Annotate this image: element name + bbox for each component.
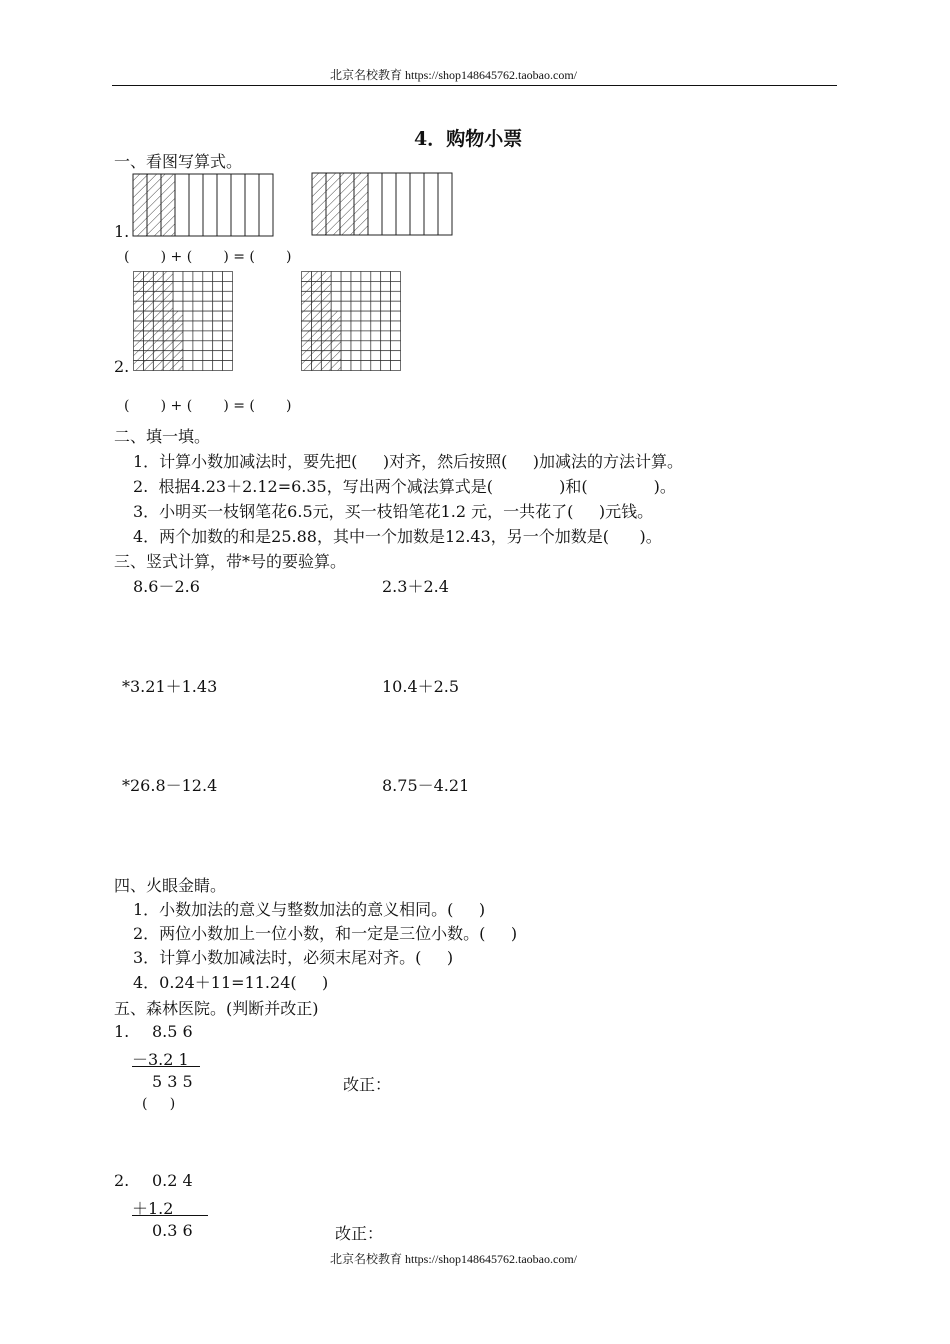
grid-cell [163, 281, 173, 291]
grid-cell [331, 351, 341, 361]
grid-cell [163, 351, 173, 361]
grid-cell [163, 301, 173, 311]
grid-cell [183, 351, 193, 361]
grid-cell [143, 361, 153, 371]
grid-cell [351, 341, 361, 351]
grid-cell [302, 331, 312, 341]
grid-cell [143, 301, 153, 311]
grid-cell [143, 341, 153, 351]
grid-cell [134, 311, 144, 321]
grid-cell [311, 301, 321, 311]
grid-cell [331, 341, 341, 351]
grid-cell [361, 331, 371, 341]
grid-cell [163, 272, 173, 282]
grid-cell [321, 321, 331, 331]
grid-cell [173, 331, 183, 341]
grid-cell [341, 321, 351, 331]
grid-cell [311, 281, 321, 291]
grid-cell [302, 291, 312, 301]
grid-cell [153, 291, 163, 301]
grid-cell [134, 272, 144, 282]
fill-item-1: 1．计算小数加减法时，要先把( )对齐，然后按照( )加减法的方法计算。 [133, 452, 684, 471]
strip-cell [438, 173, 452, 235]
fill-item-3: 3．小明买一枝钢笔花6.5元，买一枝铅笔花1.2 元，一共花了( )元钱。 [133, 502, 654, 521]
grid-cell [163, 331, 173, 341]
grid-cell [203, 291, 213, 301]
grid-cell [361, 311, 371, 321]
grid-cell [163, 361, 173, 371]
grid-cell [173, 321, 183, 331]
grid-cell [361, 272, 371, 282]
grid-cell [311, 272, 321, 282]
grid-cell [361, 321, 371, 331]
grid-cell [203, 272, 213, 282]
grid-cell [213, 291, 223, 301]
grid-cell [341, 331, 351, 341]
fix-2-number: 2. [114, 1171, 130, 1190]
grid-cell [302, 311, 312, 321]
grid-cell [143, 351, 153, 361]
grid-cell [183, 281, 193, 291]
grid-cell [321, 311, 331, 321]
grid-cell [331, 311, 341, 321]
grid-cell [223, 291, 233, 301]
grid-cell [311, 361, 321, 371]
grid-cell [183, 321, 193, 331]
section-2-heading: 二、填一填。 [114, 427, 211, 446]
grid-cell [361, 281, 371, 291]
strip-cell [217, 174, 231, 236]
grid-cell [302, 361, 312, 371]
calc-problem-1: 8.6－2.6 [133, 577, 200, 596]
grid-cell [321, 361, 331, 371]
grid-cell [163, 291, 173, 301]
grid-cell [173, 311, 183, 321]
grid-cell [371, 361, 381, 371]
grid-cell [213, 301, 223, 311]
grid-diagram-2 [301, 271, 402, 372]
grid-cell [223, 331, 233, 341]
grid-cell [213, 331, 223, 341]
fix-2-sum-line [132, 1215, 208, 1216]
strip-cell [259, 174, 273, 236]
grid-cell [134, 331, 144, 341]
grid-cell [381, 291, 391, 301]
fix-2-result: 0.3 6 [152, 1221, 193, 1240]
grid-cell [371, 341, 381, 351]
grid-cell [153, 361, 163, 371]
grid-cell [153, 301, 163, 311]
fix-1-second-operand: －3.2 1 [132, 1050, 189, 1069]
strip-cell [354, 173, 368, 235]
grid-cell [213, 321, 223, 331]
grid-cell [381, 311, 391, 321]
grid-cell [203, 321, 213, 331]
grid-cell [213, 351, 223, 361]
grid-cell [203, 311, 213, 321]
grid-cell [193, 351, 203, 361]
grid-cell [381, 361, 391, 371]
grid-cell [193, 331, 203, 341]
grid-cell [361, 361, 371, 371]
q1-equation-blank: ( ) + ( ) = ( ) [124, 249, 292, 265]
calc-problem-6: 8.75－4.21 [382, 776, 470, 795]
grid-cell [321, 281, 331, 291]
grid-cell [183, 331, 193, 341]
grid-cell [321, 341, 331, 351]
grid-cell [391, 361, 401, 371]
grid-cell [213, 361, 223, 371]
strip-cell [231, 174, 245, 236]
grid-cell [193, 341, 203, 351]
grid-cell [143, 321, 153, 331]
grid-cell [331, 272, 341, 282]
grid-cell [341, 301, 351, 311]
fix-2-correction-label: 改正： [335, 1224, 384, 1243]
strip-cell [410, 173, 424, 235]
grid-cell [371, 291, 381, 301]
grid-diagram-1 [133, 271, 234, 372]
grid-cell [163, 311, 173, 321]
grid-cell [153, 281, 163, 291]
grid-cell [203, 281, 213, 291]
grid-cell [183, 291, 193, 301]
strip-cell [424, 173, 438, 235]
grid-cell [223, 321, 233, 331]
grid-cell [331, 301, 341, 311]
grid-cell [223, 311, 233, 321]
grid-cell [183, 311, 193, 321]
grid-cell [302, 301, 312, 311]
grid-cell [153, 341, 163, 351]
grid-cell [351, 301, 361, 311]
grid-cell [203, 361, 213, 371]
grid-cell [302, 281, 312, 291]
calc-problem-4: 10.4＋2.5 [382, 677, 460, 696]
grid-cell [311, 291, 321, 301]
grid-cell [351, 291, 361, 301]
grid-cell [302, 272, 312, 282]
grid-cell [193, 281, 203, 291]
grid-cell [203, 301, 213, 311]
grid-cell [311, 331, 321, 341]
grid-cell [223, 301, 233, 311]
grid-cell [341, 351, 351, 361]
grid-cell [183, 341, 193, 351]
calc-problem-5: *26.8－12.4 [122, 776, 218, 795]
strip-cell [147, 174, 161, 236]
grid-cell [341, 341, 351, 351]
strip-cell [382, 173, 396, 235]
q2-number: 2. [114, 357, 130, 376]
grid-cell [311, 321, 321, 331]
grid-cell [311, 341, 321, 351]
grid-cell [153, 351, 163, 361]
grid-cell [173, 341, 183, 351]
grid-cell [134, 351, 144, 361]
grid-cell [173, 351, 183, 361]
grid-cell [173, 281, 183, 291]
fill-item-2: 2. 根据4.23＋2.12=6.35，写出两个减法算式是( )和( )。 [133, 477, 676, 496]
grid-cell [183, 361, 193, 371]
grid-cell [143, 291, 153, 301]
grid-cell [173, 272, 183, 282]
section-5-heading: 五、森林医院。(判断并改正) [114, 999, 319, 1018]
grid-cell [134, 361, 144, 371]
fix-1-sum-line [132, 1066, 200, 1067]
strip-cell [175, 174, 189, 236]
grid-cell [302, 321, 312, 331]
grid-cell [223, 272, 233, 282]
grid-cell [391, 272, 401, 282]
grid-cell [193, 301, 203, 311]
grid-cell [351, 311, 361, 321]
grid-cell [351, 351, 361, 361]
fix-1-top-operand: 8.5 6 [152, 1022, 193, 1041]
grid-cell [143, 272, 153, 282]
grid-cell [361, 341, 371, 351]
grid-cell [321, 331, 331, 341]
grid-cell [153, 331, 163, 341]
grid-cell [341, 291, 351, 301]
grid-cell [193, 291, 203, 301]
fill-item-4: 4．两个加数的和是25.88，其中一个加数是12.43，另一个加数是( )。 [133, 527, 662, 546]
strip-cell [326, 173, 340, 235]
grid-cell [351, 331, 361, 341]
section-1-heading: 一、看图写算式。 [114, 152, 243, 171]
grid-cell [351, 272, 361, 282]
section-4-heading: 四、火眼金睛。 [114, 876, 227, 895]
grid-cell [213, 272, 223, 282]
strip-cell [312, 173, 326, 235]
grid-cell [391, 291, 401, 301]
grid-cell [223, 341, 233, 351]
judge-item-3: 3．计算小数加减法时，必须末尾对齐。( ) [133, 948, 454, 967]
grid-cell [134, 321, 144, 331]
grid-cell [223, 281, 233, 291]
fix-2-second-operand: ＋1.2 [132, 1199, 174, 1218]
grid-cell [302, 351, 312, 361]
grid-cell [223, 351, 233, 361]
grid-cell [341, 311, 351, 321]
grid-cell [173, 361, 183, 371]
grid-cell [193, 321, 203, 331]
grid-cell [183, 272, 193, 282]
page-header: 北京名校教育 https://shop148645762.taobao.com/ [330, 68, 577, 82]
grid-cell [321, 272, 331, 282]
grid-cell [391, 281, 401, 291]
grid-cell [381, 272, 391, 282]
grid-cell [391, 351, 401, 361]
strip-cell [368, 173, 382, 235]
strip-cell [189, 174, 203, 236]
grid-cell [371, 331, 381, 341]
grid-cell [213, 281, 223, 291]
grid-cell [143, 281, 153, 291]
grid-cell [381, 281, 391, 291]
grid-cell [193, 272, 203, 282]
grid-cell [134, 341, 144, 351]
grid-cell [153, 311, 163, 321]
strip-cell [396, 173, 410, 235]
grid-cell [143, 331, 153, 341]
grid-cell [302, 341, 312, 351]
grid-cell [391, 321, 401, 331]
fix-2-top-operand: 0.2 4 [152, 1171, 193, 1190]
grid-cell [331, 291, 341, 301]
grid-cell [391, 331, 401, 341]
grid-cell [173, 301, 183, 311]
judge-item-1: 1．小数加法的意义与整数加法的意义相同。( ) [133, 900, 486, 919]
grid-cell [381, 351, 391, 361]
grid-cell [143, 311, 153, 321]
grid-cell [163, 321, 173, 331]
grid-cell [213, 311, 223, 321]
grid-cell [223, 361, 233, 371]
calc-problem-3: *3.21＋1.43 [122, 677, 218, 696]
grid-cell [193, 361, 203, 371]
grid-cell [361, 291, 371, 301]
grid-cell [331, 321, 341, 331]
grid-cell [391, 301, 401, 311]
grid-cell [371, 281, 381, 291]
strip-cell [340, 173, 354, 235]
grid-cell [321, 291, 331, 301]
fix-1-correction-label: 改正： [343, 1075, 392, 1094]
grid-cell [193, 311, 203, 321]
fix-1-judge-blank: ( ) [142, 1096, 176, 1112]
strip-diagram-1 [132, 173, 274, 237]
fix-1-number: 1. [114, 1022, 130, 1041]
header-rule [112, 85, 837, 86]
grid-cell [351, 321, 361, 331]
grid-cell [331, 281, 341, 291]
grid-cell [371, 351, 381, 361]
judge-item-2: 2．两位小数加上一位小数，和一定是三位小数。( ) [133, 924, 518, 943]
grid-cell [381, 341, 391, 351]
grid-cell [203, 331, 213, 341]
strip-diagram-2 [311, 172, 453, 236]
fix-1-result: 5 3 5 [152, 1072, 193, 1091]
grid-cell [331, 331, 341, 341]
grid-cell [134, 291, 144, 301]
judge-item-4: 4．0.24＋11=11.24( ) [133, 973, 329, 992]
grid-cell [321, 351, 331, 361]
grid-cell [331, 361, 341, 371]
grid-cell [203, 341, 213, 351]
grid-cell [371, 311, 381, 321]
strip-cell [161, 174, 175, 236]
calc-problem-2: 2.3＋2.4 [382, 577, 449, 596]
grid-cell [391, 341, 401, 351]
grid-cell [203, 351, 213, 361]
grid-cell [351, 361, 361, 371]
grid-cell [173, 291, 183, 301]
grid-cell [341, 361, 351, 371]
grid-cell [341, 281, 351, 291]
grid-cell [381, 331, 391, 341]
grid-cell [311, 351, 321, 361]
section-3-heading: 三、竖式计算，带*号的要验算。 [114, 552, 347, 571]
grid-cell [351, 281, 361, 291]
page-footer: 北京名校教育 https://shop148645762.taobao.com/ [330, 1252, 577, 1266]
grid-cell [341, 272, 351, 282]
strip-cell [245, 174, 259, 236]
grid-cell [163, 341, 173, 351]
strip-cell [203, 174, 217, 236]
q1-number: 1. [114, 222, 130, 241]
grid-cell [213, 341, 223, 351]
grid-cell [381, 301, 391, 311]
grid-cell [371, 321, 381, 331]
grid-cell [361, 301, 371, 311]
strip-cell [133, 174, 147, 236]
grid-cell [371, 272, 381, 282]
grid-cell [153, 272, 163, 282]
page-title: 4．购物小票 [414, 128, 523, 150]
q2-equation-blank: ( ) + ( ) = ( ) [124, 398, 292, 414]
grid-cell [381, 321, 391, 331]
grid-cell [134, 281, 144, 291]
grid-cell [183, 301, 193, 311]
grid-cell [153, 321, 163, 331]
grid-cell [391, 311, 401, 321]
grid-cell [321, 301, 331, 311]
grid-cell [134, 301, 144, 311]
grid-cell [371, 301, 381, 311]
grid-cell [361, 351, 371, 361]
grid-cell [311, 311, 321, 321]
